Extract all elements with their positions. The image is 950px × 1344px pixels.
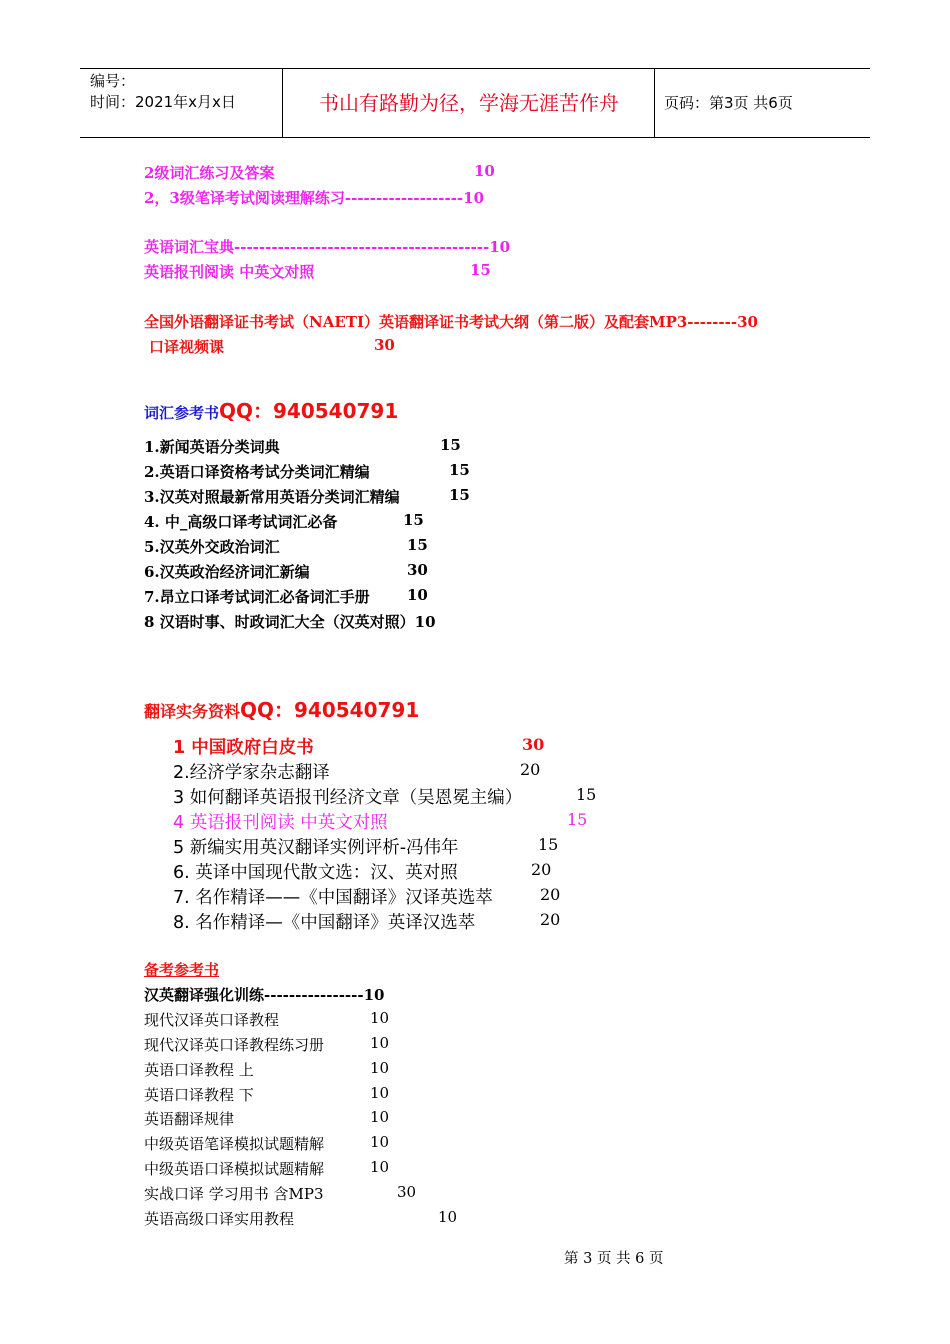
item-price: 15 bbox=[538, 835, 559, 854]
item-price: 30 bbox=[374, 336, 395, 354]
list-item: 7. 名作精译——《中国翻译》汉译英选萃 bbox=[173, 888, 493, 908]
header-divider bbox=[654, 69, 655, 137]
item-price: 10 bbox=[370, 1133, 390, 1151]
list-item: 英语词汇宝典-----------------------------------------10 bbox=[144, 238, 511, 256]
item-price: 15 bbox=[449, 461, 470, 479]
item-price: 20 bbox=[540, 910, 561, 929]
list-item: 2，3级笔译考试阅读理解练习-------------------10 bbox=[144, 189, 485, 207]
item-price: 10 bbox=[370, 1108, 390, 1126]
header-motto: 书山有路勤为径，学海无涯苦作舟 bbox=[319, 91, 619, 115]
section-title-prep: 备考参考书 bbox=[144, 961, 220, 979]
list-item: 7.昂立口译考试词汇必备词汇手册 bbox=[144, 588, 370, 606]
item-price: 15 bbox=[576, 785, 597, 804]
item-price: 10 bbox=[438, 1208, 458, 1226]
list-item: 6. 英译中国现代散文选：汉、英对照 bbox=[173, 863, 458, 883]
qq-contact: QQ：940540791 bbox=[219, 399, 399, 423]
list-item: 4. 中_高级口译考试词汇必备 bbox=[144, 513, 338, 531]
item-price: 10 bbox=[370, 1059, 390, 1077]
list-item: 汉英翻译强化训练----------------10 bbox=[144, 986, 385, 1004]
item-price: 15 bbox=[407, 536, 428, 554]
list-item: 8 汉语时事、时政词汇大全（汉英对照）10 bbox=[144, 613, 436, 631]
header-number-label: 编号： bbox=[90, 72, 136, 90]
list-item: 5 新编实用英汉翻译实例评析-冯伟年 bbox=[173, 838, 459, 858]
page-header bbox=[80, 68, 870, 138]
list-item: 3.汉英对照最新常用英语分类词汇精编 bbox=[144, 488, 400, 506]
list-item: 中级英语口译模拟试题精解 bbox=[144, 1160, 325, 1178]
item-price: 30 bbox=[407, 561, 428, 579]
list-item: 英语口译教程 下 bbox=[144, 1086, 254, 1104]
list-item: 英语高级口译实用教程 bbox=[144, 1210, 295, 1228]
item-price: 10 bbox=[370, 1084, 390, 1102]
list-item: 6.汉英政治经济词汇新编 bbox=[144, 563, 310, 581]
item-price: 30 bbox=[522, 735, 545, 754]
list-item: 中级英语笔译模拟试题精解 bbox=[144, 1135, 325, 1153]
list-item: 英语口译教程 上 bbox=[144, 1061, 254, 1079]
item-price: 15 bbox=[449, 486, 470, 504]
list-item: 英语报刊阅读 中英文对照 bbox=[144, 263, 315, 281]
item-price: 15 bbox=[567, 810, 588, 829]
item-text: 2级词汇练习及答案 bbox=[144, 164, 275, 182]
item-price: 10 bbox=[370, 1009, 390, 1027]
list-item: 现代汉译英口译教程 bbox=[144, 1011, 280, 1029]
list-item: 1 中国政府白皮书 bbox=[173, 738, 314, 758]
item-price: 15 bbox=[403, 511, 424, 529]
section-heading-practice bbox=[144, 694, 419, 723]
list-item: 口译视频课 bbox=[149, 338, 225, 356]
header-meta bbox=[90, 71, 236, 113]
section-title: 翻译实务资料 bbox=[144, 702, 241, 721]
item-price: 20 bbox=[540, 885, 561, 904]
page-footer: 第 3 页 共 6 页 bbox=[564, 1251, 664, 1267]
list-item: 全国外语翻译证书考试（NAETI）英语翻译证书考试大纲（第二版）及配套MP3--------30 bbox=[144, 313, 758, 331]
item-price: 10 bbox=[370, 1158, 390, 1176]
item-price: 10 bbox=[407, 586, 428, 604]
item-price: 15 bbox=[440, 436, 461, 454]
list-item bbox=[144, 162, 274, 183]
item-price: 30 bbox=[397, 1183, 417, 1201]
header-date: 时间：2021年x月x日 bbox=[90, 93, 236, 111]
section-heading-vocab bbox=[144, 395, 398, 424]
section-title: 词汇参考书 bbox=[144, 404, 220, 422]
list-item: 实战口译 学习用书 含MP3 bbox=[144, 1185, 324, 1203]
list-item: 4 英语报刊阅读 中英文对照 bbox=[173, 813, 388, 833]
list-item: 8. 名作精译—《中国翻译》英译汉选萃 bbox=[173, 913, 476, 933]
item-price: 20 bbox=[531, 860, 552, 879]
header-page-info: 页码：第3页 共6页 bbox=[664, 94, 793, 112]
list-item: 2.英语口译资格考试分类词汇精编 bbox=[144, 463, 370, 481]
list-item: 现代汉译英口译教程练习册 bbox=[144, 1036, 325, 1054]
qq-contact: QQ：940540791 bbox=[240, 698, 420, 722]
list-item: 1.新闻英语分类词典 bbox=[144, 438, 280, 456]
list-item: 3 如何翻译英语报刊经济文章（吴恩冕主编） bbox=[173, 788, 523, 808]
list-item: 2.经济学家杂志翻译 bbox=[173, 763, 330, 783]
item-price: 10 bbox=[370, 1034, 390, 1052]
list-item: 5.汉英外交政治词汇 bbox=[144, 538, 280, 556]
item-price: 15 bbox=[470, 261, 491, 279]
item-price: 20 bbox=[520, 760, 541, 779]
list-item: 英语翻译规律 bbox=[144, 1110, 235, 1128]
item-price: 10 bbox=[474, 162, 495, 180]
